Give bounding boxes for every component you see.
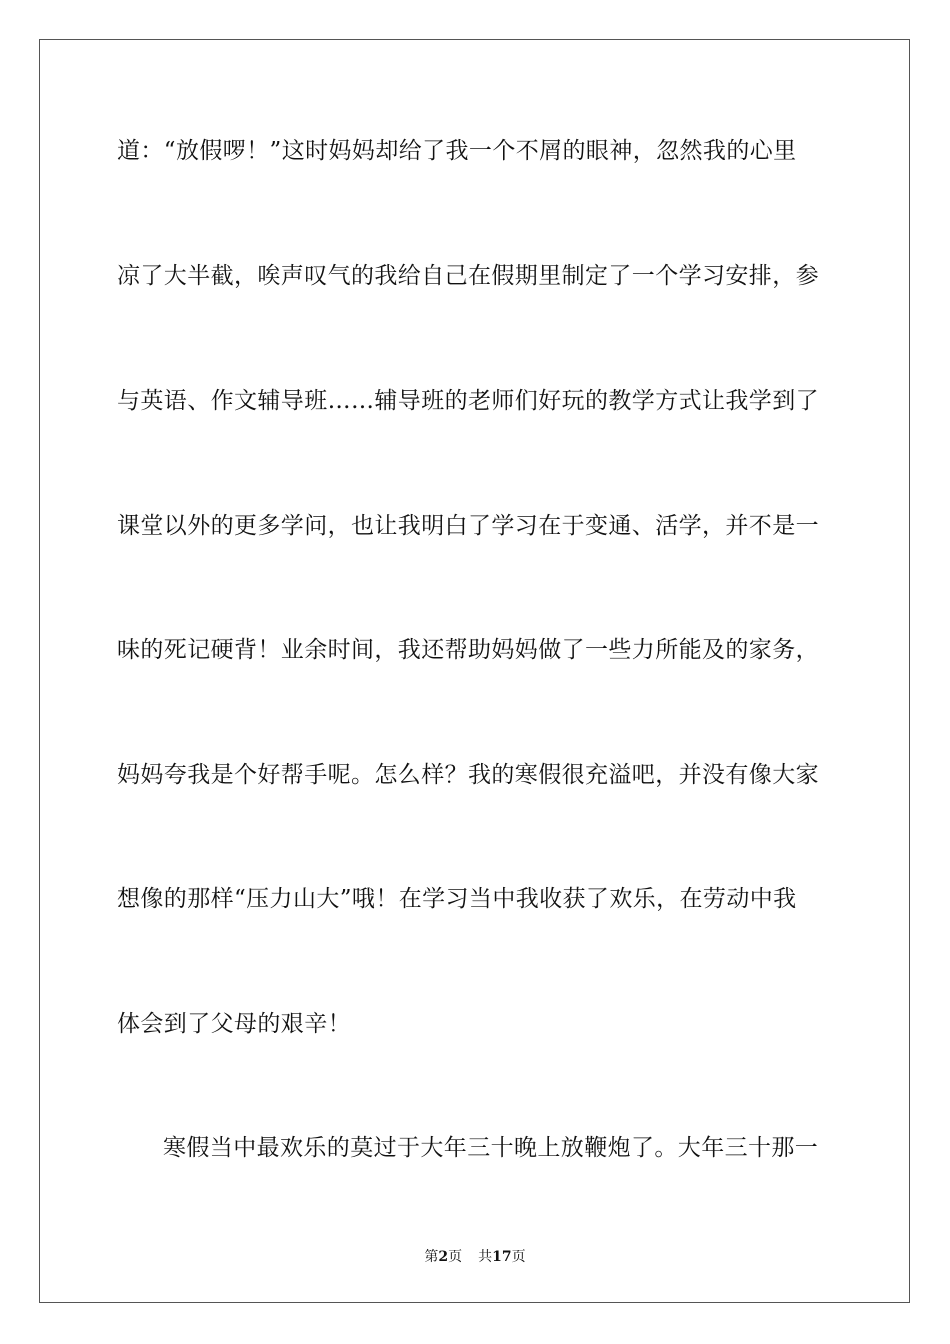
total-pages: 17 [492,1249,512,1265]
body-text-line-5: 味的死记硬背！业余时间，我还帮助妈妈做了一些力所能及的家务， [117,637,819,663]
page-border [39,39,910,1303]
body-text-line-8: 体会到了父母的艰辛！ [117,1011,351,1037]
page-footer [0,1248,950,1266]
page-suffix: 页 [448,1249,463,1265]
body-text-line-1: 道：“放假啰！”这时妈妈却给了我一个不屑的眼神，忽然我的心里 [117,138,797,164]
body-text-line-6: 妈妈夸我是个好帮手呢。怎么样？我的寒假很充溢吧，并没有像大家 [117,762,819,788]
body-text-line-3: 与英语、作文辅导班……辅导班的老师们好玩的教学方式让我学到了 [117,388,819,414]
page-number: 2 [438,1249,449,1265]
body-text-line-4: 课堂以外的更多学问，也让我明白了学习在于变通、活学，并不是一 [117,513,819,539]
total-prefix: 共 [478,1249,493,1265]
body-text-line-7: 想像的那样“压力山大”哦！在学习当中我收获了欢乐，在劳动中我 [117,886,797,912]
body-text-line-2: 凉了大半截，唉声叹气的我给自己在假期里制定了一个学习安排，参 [117,263,819,289]
page-prefix: 第 [424,1249,439,1265]
body-text-line-9: 寒假当中最欢乐的莫过于大年三十晚上放鞭炮了。大年三十那一 [163,1135,819,1161]
total-suffix: 页 [511,1249,526,1265]
